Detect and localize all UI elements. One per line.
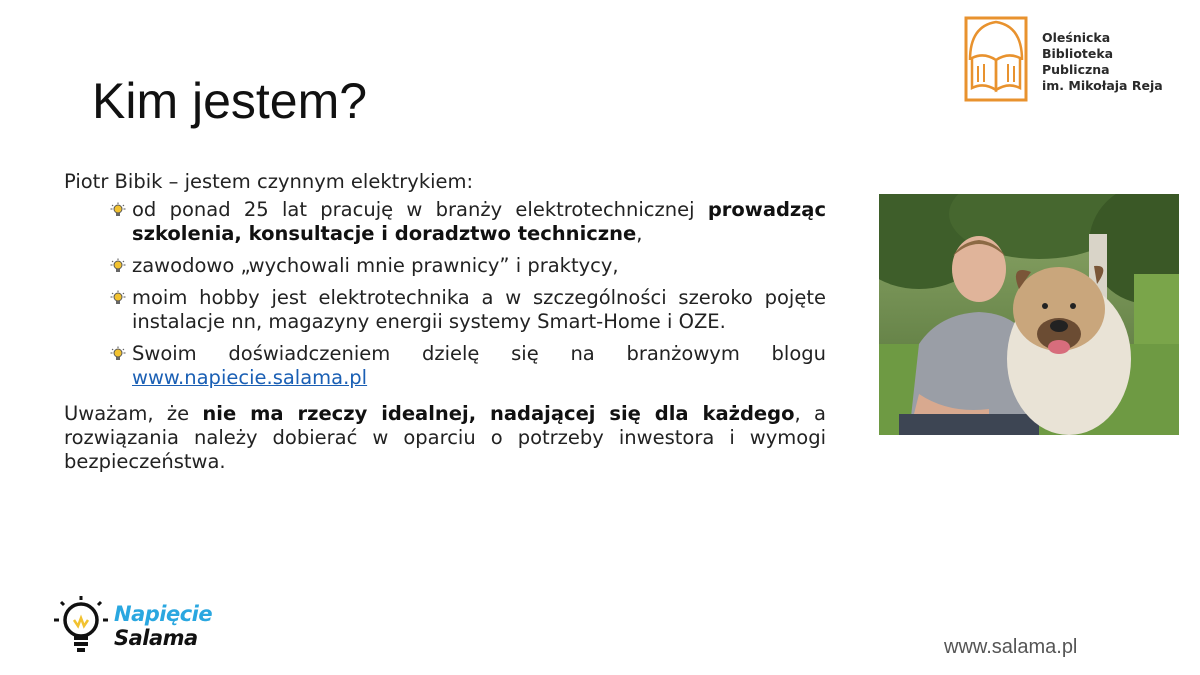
portrait-photo	[879, 194, 1179, 435]
lightbulb-icon	[110, 258, 126, 274]
lightbulb-icon	[110, 346, 126, 362]
brand-name-line: Napięcie	[114, 602, 213, 626]
brand-name-line: Salama	[114, 626, 198, 650]
outro-text-end: , a rozwiązania należy dobierać w oparciu o potrzeby inwestora i wymogi bezpieczeństwa.	[64, 402, 826, 473]
blog-link[interactable]: www.napiecie.salama.pl	[132, 366, 368, 389]
library-name-line: Biblioteka	[1042, 46, 1114, 61]
lightbulb-icon	[110, 202, 126, 218]
slide-title: Kim jestem?	[92, 73, 368, 129]
brand-lightbulb-icon	[50, 594, 112, 660]
library-logo	[964, 16, 1174, 104]
website-url: www.salama.pl	[944, 636, 1078, 658]
brand-logo	[50, 594, 240, 664]
main-content	[64, 170, 826, 494]
bullet-text: Swoim doświadczeniem dzielę się na branżowym blogu	[132, 342, 826, 365]
library-name-line: Oleśnicka	[1042, 30, 1111, 45]
bullet-list	[64, 198, 826, 390]
lightbulb-icon	[110, 290, 126, 306]
library-name-line: Publiczna	[1042, 62, 1110, 77]
bullet-text: moim hobby jest elektrotechnika a w szczególności szeroko pojęte instalacje nn, magazyny energii systemy Smart-Home i OZE.	[132, 286, 826, 333]
library-name-line: im. Mikołaja Reja	[1042, 78, 1163, 93]
outro-text	[64, 402, 826, 474]
outro-text-start: Uważam, że	[64, 402, 203, 425]
intro-text: Piotr Bibik – jestem czynnym elektrykiem:	[64, 170, 474, 193]
bullet-item	[110, 342, 826, 390]
outro-bold-text: nie ma rzeczy idealnej, nadającej się dla każdego	[202, 402, 795, 425]
bullet-text: od ponad 25 lat pracuję w branży elektrotechnicznej	[132, 198, 708, 221]
bullet-item	[110, 198, 826, 246]
bullet-item	[110, 254, 826, 278]
bullet-item	[110, 286, 826, 334]
portrait-image	[879, 194, 1179, 435]
bullet-text: ,	[636, 222, 643, 245]
library-name	[1042, 30, 1163, 94]
bullet-bold-text: prowadząc szkolenia, konsultacje i doradztwo techniczne	[132, 198, 826, 245]
bullet-text: zawodowo „wychowali mnie prawnicy” i praktycy,	[132, 254, 619, 277]
library-book-icon	[964, 16, 1030, 104]
